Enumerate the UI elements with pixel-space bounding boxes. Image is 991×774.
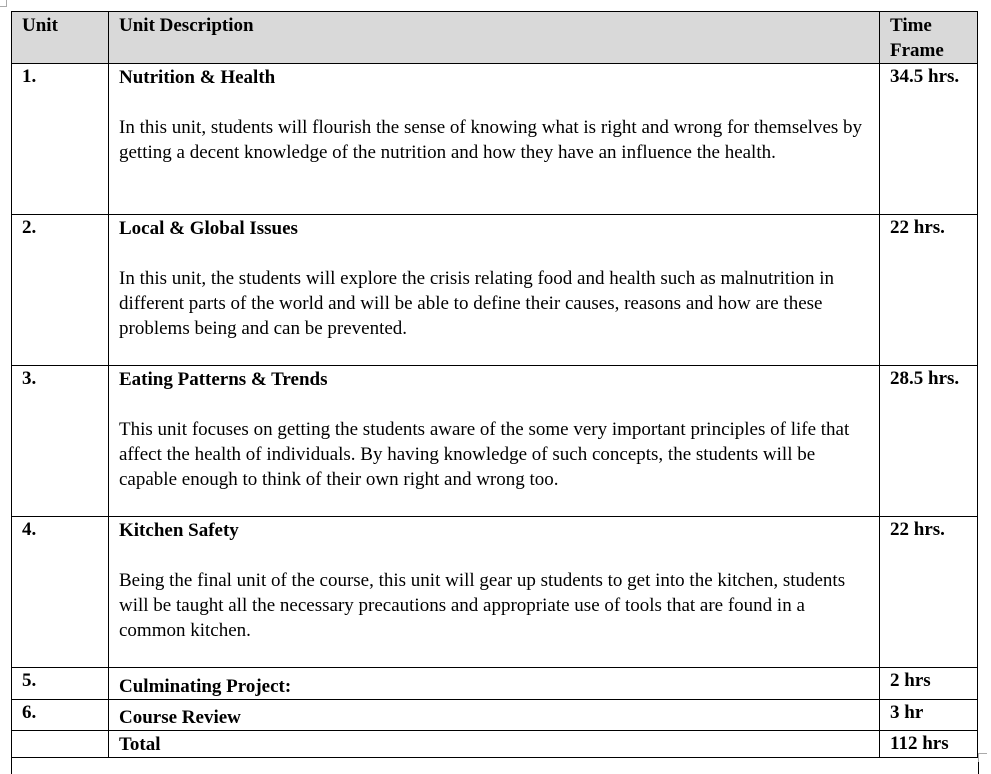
header-unit: Unit	[12, 12, 109, 64]
table-move-handle[interactable]	[0, 0, 7, 7]
unit-number: 3.	[12, 366, 109, 517]
unit-title: Nutrition & Health	[119, 67, 276, 88]
unit-title: Kitchen Safety	[119, 520, 239, 541]
unit-number: 2.	[12, 215, 109, 366]
header-description: Unit Description	[109, 12, 880, 64]
table-row	[12, 517, 978, 668]
table-row	[12, 366, 978, 517]
unit-time: 3 hr	[880, 700, 978, 731]
unit-time: 22 hrs.	[880, 517, 978, 668]
unit-time: 34.5 hrs.	[880, 64, 978, 215]
total-label: Total	[119, 734, 161, 755]
table-row	[12, 64, 978, 215]
unit-title: Culminating Project:	[119, 676, 292, 697]
table-row	[12, 215, 978, 366]
unit-title: Eating Patterns & Trends	[119, 369, 328, 390]
unit-time: 28.5 hrs.	[880, 366, 978, 517]
unit-title: Course Review	[119, 707, 241, 728]
unit-number: 4.	[12, 517, 109, 668]
unit-description: This unit focuses on getting the students aware of the some very important principles of life that affect the health of individuals. By having knowledge of such concepts, the students will be capable enough to think of their own right and wrong too.	[119, 419, 850, 490]
unit-description: Being the final unit of the course, this unit will gear up students to get into the kitchen, students will be taught all the necessary precautions and appropriate use of tools that are found in a common kitchen.	[119, 570, 846, 641]
unit-number: 1.	[12, 64, 109, 215]
table-row	[12, 668, 978, 700]
total-time: 112 hrs	[880, 731, 978, 758]
table-row	[12, 700, 978, 731]
header-time: Time Frame	[880, 12, 978, 64]
unit-description: In this unit, students will flourish the sense of knowing what is right and wrong for themselves by getting a decent knowledge of the nutrition and how they have an influence the health.	[119, 117, 863, 163]
next-table-cell	[11, 754, 979, 774]
unit-time: 2 hrs	[880, 668, 978, 700]
unit-number: 5.	[12, 668, 109, 700]
unit-time: 22 hrs.	[880, 215, 978, 366]
unit-number: 6.	[12, 700, 109, 731]
unit-description: In this unit, the students will explore the crisis relating food and health such as malnutrition in different parts of the world and will be able to define their causes, reasons and how are these problems being and can be prevented.	[119, 268, 835, 339]
table-resize-handle[interactable]	[978, 753, 987, 762]
unit-title: Local & Global Issues	[119, 218, 298, 239]
table-header-row	[12, 12, 978, 64]
unit-table	[11, 11, 978, 758]
